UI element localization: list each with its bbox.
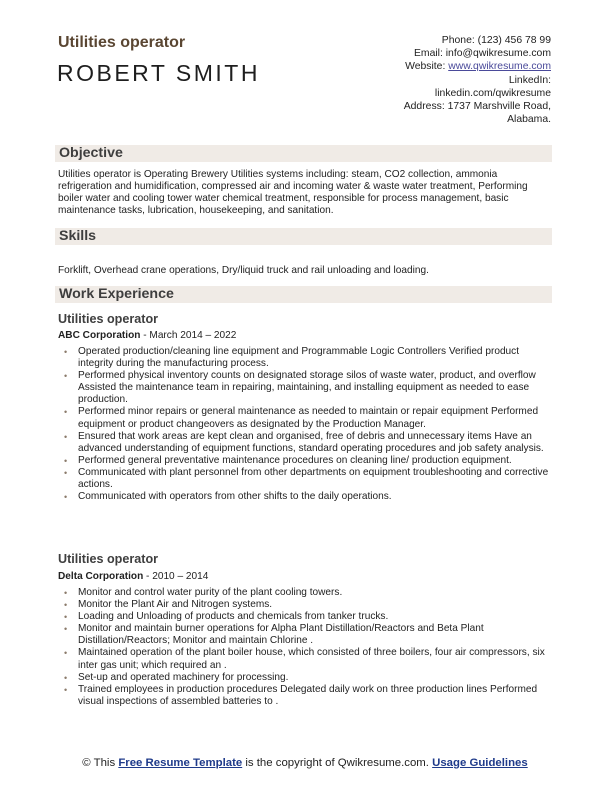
list-item: • Set-up and operated machinery for processing. xyxy=(58,672,552,684)
experience-heading: Work Experience xyxy=(59,286,174,302)
list-item: • Monitor the Plant Air and Nitrogen systems. xyxy=(58,599,552,611)
list-item: • Performed physical inventory counts on designated storage silos of waste water, product, and overflow Assisted the maintenance team in repairing, maintaining, and installing equipment as needed to ease production. xyxy=(58,370,552,406)
footer-middle: is the copyright of Qwikresume.com. xyxy=(242,757,433,769)
list-item: • Monitor and maintain burner operations for Alpha Plant Distillation/Reactors and Beta Plant Distillation/Reactors; Monitor and maintain Chlorine . xyxy=(58,623,552,647)
job-1-dates: - March 2014 – 2022 xyxy=(140,330,237,341)
list-item: • Trained employees in production procedures Delegated daily work on three production lines Performed visual inspections of assembled batteries to . xyxy=(58,684,552,708)
job-2-company: Delta Corporation xyxy=(58,571,144,582)
candidate-name: ROBERT SMITH xyxy=(57,60,260,86)
website-label: Website: xyxy=(405,61,449,73)
job-title: Utilities operator xyxy=(58,34,186,51)
contact-website xyxy=(331,60,551,73)
contact-email: Email: info@qwikresume.com xyxy=(413,48,551,60)
experience-section-header xyxy=(55,286,552,303)
job-1-bullets xyxy=(58,346,552,503)
free-resume-template-link[interactable]: Free Resume Template xyxy=(118,757,243,769)
contact-block xyxy=(331,34,551,126)
job-2-title: Utilities operator xyxy=(58,552,159,566)
list-item: • Performed general preventative maintenance procedures on cleaning line/ production equipment. xyxy=(58,455,552,467)
job-2-company-line xyxy=(58,571,208,582)
job-2-bullets xyxy=(58,587,552,708)
list-item: • Ensured that work areas are kept clean and organised, free of debris and unnecessary items Have an advanced understanding of equipment functions, standard operating procedures and job safety analysis. xyxy=(58,431,552,455)
contact-phone: Phone: (123) 456 78 99 xyxy=(441,35,551,46)
website-link[interactable]: www.qwikresume.com xyxy=(448,61,551,73)
footer-prefix: © This xyxy=(82,757,119,769)
job-1-title: Utilities operator xyxy=(58,312,159,326)
list-item: • Performed minor repairs or general maintenance as needed to maintain or repair equipment Performed equipment or product changeovers as designated by the Production Manager. xyxy=(58,406,552,430)
job-1-company-line xyxy=(58,330,236,341)
contact-address-line1: Address: 1737 Marshville Road, xyxy=(403,101,551,113)
objective-text: Utilities operator is Operating Brewery Utilities systems including: steam, CO2 collection, ammonia refrigeration and humidification, compressed air and incoming water & waste water treatment, Performing boiler water and cooling tower water chemical treatment, responsible for process management, basic maintenance tasks, lubrication, housekeeping, and sanitation. xyxy=(58,169,528,217)
job-1-company: ABC Corporation xyxy=(58,330,141,341)
list-item: • Communicated with plant personnel from other departments on equipment troubleshooting and corrective actions. xyxy=(58,467,552,491)
usage-guidelines-link[interactable]: Usage Guidelines xyxy=(432,757,528,769)
list-item: • Communicated with operators from other shifts to the daily operations. xyxy=(58,491,552,503)
objective-section-header xyxy=(55,145,552,162)
list-item: • Loading and Unloading of products and chemicals from tanker trucks. xyxy=(58,611,552,623)
skills-section-header xyxy=(55,228,552,245)
contact-linkedin-label: LinkedIn: xyxy=(508,74,551,86)
list-item: • Operated production/cleaning line equipment and Programmable Logic Controllers Verified product integrity during the manufacturing process. xyxy=(58,346,552,370)
skills-heading: Skills xyxy=(59,228,97,244)
copyright-footer xyxy=(58,756,552,770)
contact-linkedin-value: linkedin.com/qwikresume xyxy=(434,87,551,99)
skills-text: Forklift, Overhead crane operations, Dry/liquid truck and rail unloading and loading. xyxy=(58,265,429,276)
list-item: • Maintained operation of the plant boiler house, which consisted of three boilers, four air compressors, six inter gas unit; which required an . xyxy=(58,647,552,671)
job-2-dates: - 2010 – 2014 xyxy=(143,571,209,582)
contact-address-line2: Alabama. xyxy=(507,114,551,126)
objective-heading: Objective xyxy=(59,145,123,161)
list-item: • Monitor and control water purity of the plant cooling towers. xyxy=(58,587,552,599)
